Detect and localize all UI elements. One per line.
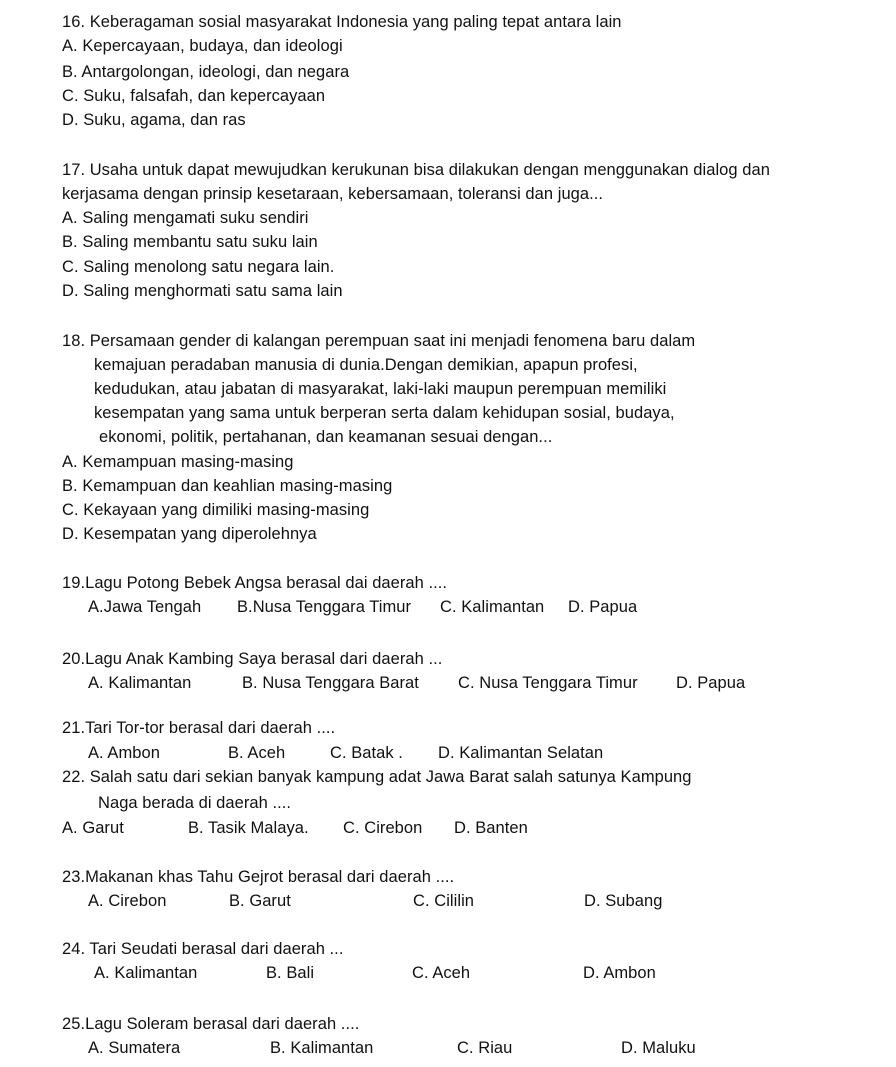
q21-option-a: A. Ambon xyxy=(88,744,160,762)
q20-option-a: A. Kalimantan xyxy=(88,674,192,692)
q23-option-a: A. Cirebon xyxy=(88,892,167,910)
q25-option-a: A. Sumatera xyxy=(88,1039,181,1057)
q18-option-c: C. Kekayaan yang dimiliki masing-masing xyxy=(62,501,370,519)
question-23-text: 23.Makanan khas Tahu Gejrot berasal dari daerah .... xyxy=(62,868,455,886)
q20-option-c: C. Nusa Tenggara Timur xyxy=(458,674,638,692)
question-16-text: 16. Keberagaman sosial masyarakat Indonesia yang paling tepat antara lain xyxy=(62,13,622,31)
question-18-text-2: kemajuan peradaban manusia di dunia.Dengan demikian, apapun profesi, xyxy=(94,356,638,374)
q17-option-a: A. Saling mengamati suku sendiri xyxy=(62,209,309,227)
question-22-text-2: Naga berada di daerah .... xyxy=(98,794,292,812)
question-18-text-4: kesempatan yang sama untuk berperan serta dalam kehidupan sosial, budaya, xyxy=(94,404,675,422)
q18-option-d: D. Kesempatan yang diperolehnya xyxy=(62,525,317,543)
question-18-text-3: kedudukan, atau jabatan di masyarakat, laki-laki maupun perempuan memiliki xyxy=(94,380,667,398)
q24-option-a: A. Kalimantan xyxy=(94,964,198,982)
question-19-text: 19.Lagu Potong Bebek Angsa berasal dai daerah .... xyxy=(62,574,448,592)
q25-option-c: C. Riau xyxy=(457,1039,513,1057)
q20-option-d: D. Papua xyxy=(676,674,746,692)
q16-option-d: D. Suku, agama, dan ras xyxy=(62,111,246,129)
question-17-text-1: 17. Usaha untuk dapat mewujudkan kerukunan bisa dilakukan dengan menggunakan dialog dan xyxy=(62,161,770,179)
q23-option-d: D. Subang xyxy=(584,892,663,910)
q17-option-c: C. Saling menolong satu negara lain. xyxy=(62,258,335,276)
q16-option-a: A. Kepercayaan, budaya, dan ideologi xyxy=(62,37,343,55)
q25-option-d: D. Maluku xyxy=(621,1039,696,1057)
question-22-text-1: 22. Salah satu dari sekian banyak kampung adat Jawa Barat salah satunya Kampung xyxy=(62,768,692,786)
question-17-text-2: kerjasama dengan prinsip kesetaraan, kebersamaan, toleransi dan juga... xyxy=(62,185,604,203)
q21-option-d: D. Kalimantan Selatan xyxy=(438,744,604,762)
question-18-text-1: 18. Persamaan gender di kalangan perempuan saat ini menjadi fenomena baru dalam xyxy=(62,332,696,350)
question-20-text: 20.Lagu Anak Kambing Saya berasal dari daerah ... xyxy=(62,650,443,668)
q24-option-b: B. Bali xyxy=(266,964,315,982)
question-24-text: 24. Tari Seudati berasal dari daerah ... xyxy=(62,940,344,958)
q22-option-a: A. Garut xyxy=(62,819,124,837)
q20-option-b: B. Nusa Tenggara Barat xyxy=(242,674,419,692)
q22-option-b: B. Tasik Malaya. xyxy=(188,819,309,837)
q21-option-c: C. Batak . xyxy=(330,744,403,762)
q16-option-c: C. Suku, falsafah, dan kepercayaan xyxy=(62,87,326,105)
question-18-text-5: ekonomi, politik, pertahanan, dan keamanan sesuai dengan... xyxy=(99,428,553,446)
q23-option-c: C. Cililin xyxy=(413,892,475,910)
q19-option-b: B.Nusa Tenggara Timur xyxy=(237,598,412,616)
q19-option-d: D. Papua xyxy=(568,598,638,616)
q21-option-b: B. Aceh xyxy=(228,744,286,762)
q22-option-d: D. Banten xyxy=(454,819,528,837)
q18-option-b: B. Kemampuan dan keahlian masing-masing xyxy=(62,477,393,495)
question-21-text: 21.Tari Tor-tor berasal dari daerah .... xyxy=(62,719,336,737)
question-25-text: 25.Lagu Soleram berasal dari daerah .... xyxy=(62,1015,360,1033)
q25-option-b: B. Kalimantan xyxy=(270,1039,374,1057)
q23-option-b: B. Garut xyxy=(229,892,291,910)
q18-option-a: A. Kemampuan masing-masing xyxy=(62,453,294,471)
q17-option-d: D. Saling menghormati satu sama lain xyxy=(62,282,343,300)
q16-option-b: B. Antargolongan, ideologi, dan negara xyxy=(62,63,350,81)
q22-option-c: C. Cirebon xyxy=(343,819,423,837)
q24-option-c: C. Aceh xyxy=(412,964,471,982)
q19-option-c: C. Kalimantan xyxy=(440,598,545,616)
q24-option-d: D. Ambon xyxy=(583,964,656,982)
q17-option-b: B. Saling membantu satu suku lain xyxy=(62,233,318,251)
q19-option-a: A.Jawa Tengah xyxy=(88,598,202,616)
